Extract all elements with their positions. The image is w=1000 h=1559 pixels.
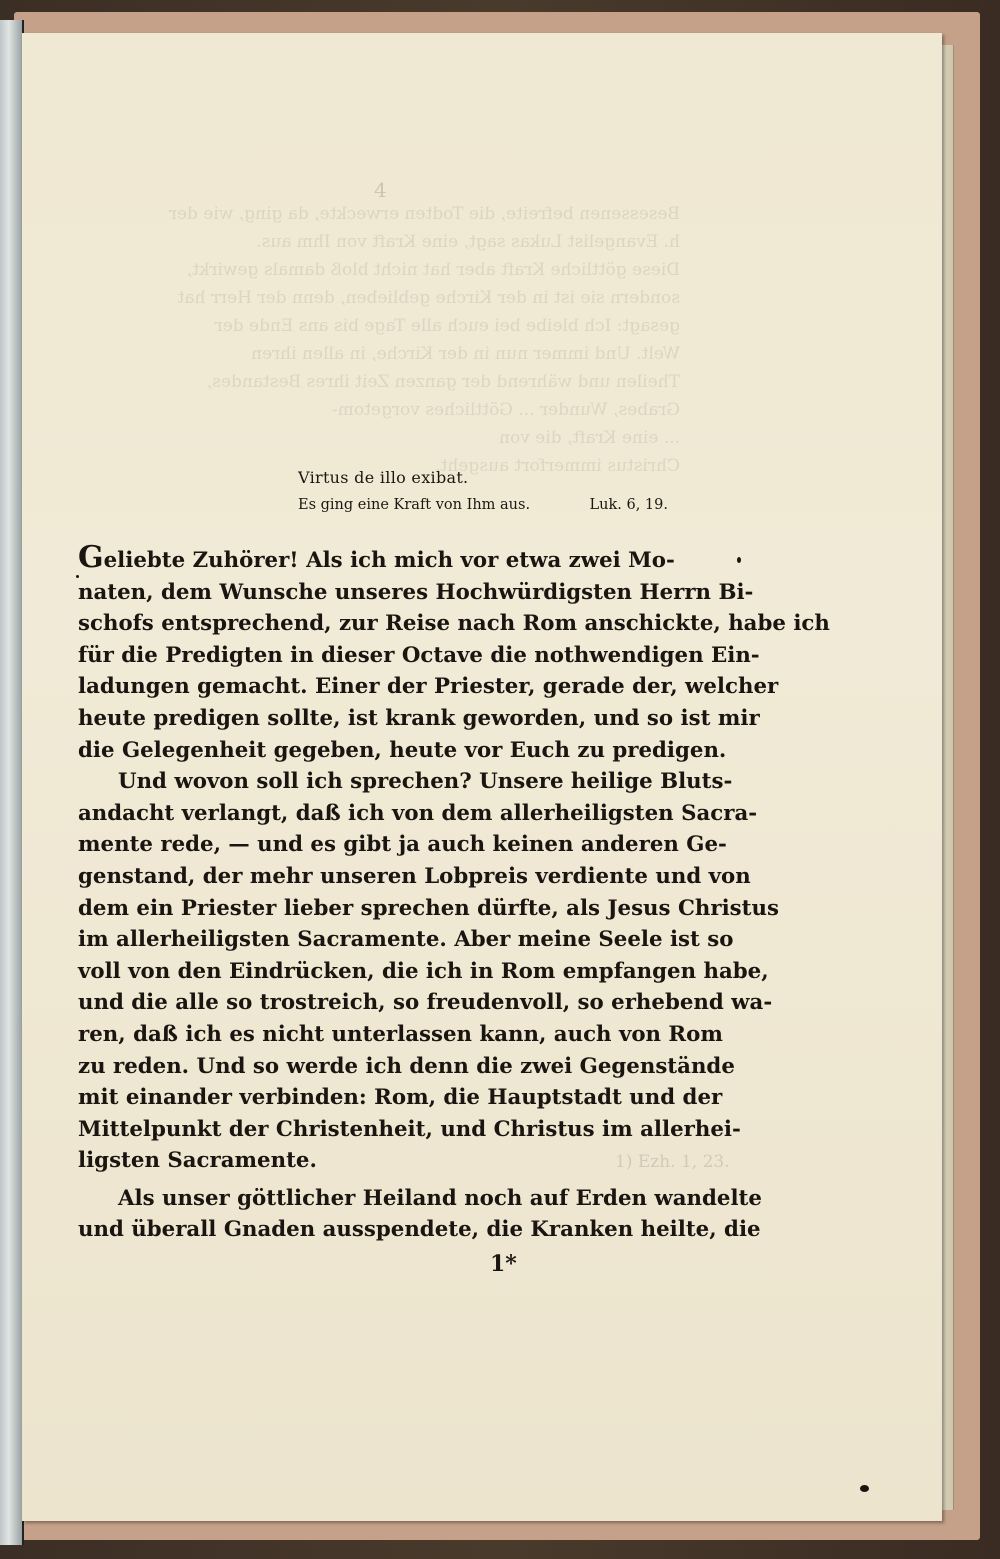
text-line: schofs entsprechend, zur Reise nach Rom anschickte, habe ich <box>78 611 830 637</box>
bleed-line: Besessenen befreite, die Todten erweckte, da ging, wie der <box>168 204 680 224</box>
text-line: dem ein Priester lieber sprechen dürfte, als Jesus Christus <box>78 895 779 921</box>
bleed-line: h. Evangelist Lukas sagt, eine Kraft von Ihm aus. <box>256 232 680 252</box>
text-line <box>78 540 675 577</box>
text-line: mit einander verbinden: Rom, die Hauptstadt und der <box>78 1085 723 1111</box>
text-line: andacht verlangt, daß ich von dem allerheiligsten Sacra- <box>78 800 758 826</box>
text-line: mente rede, — und es gibt ja auch keinen anderen Ge- <box>78 832 727 858</box>
bleed-line: gesagt: Ich bleibe bei euch alle Tage bis ans Ende der <box>214 316 680 336</box>
text-line-rest: eliebte Zuhörer! Als ich mich vor etwa zwei Mo- <box>103 548 675 573</box>
text-line: genstand, der mehr unseren Lobpreis verdiente und von <box>78 863 751 889</box>
binding-spine <box>0 20 24 1545</box>
text-line: voll von den Eindrücken, die ich in Rom empfangen habe, <box>78 958 769 984</box>
text-line: Als unser göttlicher Heiland noch auf Erden wandelte <box>118 1185 762 1211</box>
text-line: zu reden. Und so werde ich denn die zwei Gegenstände <box>78 1053 735 1079</box>
bleed-line: Theilen und während der ganzen Zeit ihres Bestandes, <box>206 372 680 392</box>
bleed-line: Diese göttliche Kraft aber hat nicht bloß damals gewirkt, <box>186 260 680 280</box>
ink-speck <box>860 1485 869 1492</box>
bleed-line: sondern sie ist in der Kirche geblieben, denn der Herr hat <box>177 288 680 308</box>
bleed-line: Welt. Und immer nun in der Kirche, in allen ihren <box>251 344 680 364</box>
bleed-through-page-number: 4 <box>374 178 387 202</box>
text-line: heute predigen sollte, ist krank geworden, und so ist mir <box>78 705 760 731</box>
bleed-line: ... eine Kraft, die von <box>499 428 680 448</box>
text-line: Mittelpunkt der Christenheit, und Christus im allerhei- <box>78 1116 741 1142</box>
text-line: ligsten Sacramente. <box>78 1148 317 1174</box>
text-line: die Gelegenheit gegeben, heute vor Euch zu predigen. <box>78 737 727 763</box>
epigraph <box>298 467 678 516</box>
epigraph-german-line <box>298 494 668 516</box>
drop-capital: G <box>78 540 104 575</box>
text-line: naten, dem Wunsche unseres Hochwürdigsten Herrn Bi- <box>78 579 754 605</box>
ink-speck <box>737 557 741 563</box>
epigraph-reference: Luk. 6, 19. <box>589 497 668 513</box>
epigraph-latin: Virtus de illo exibat. <box>298 468 469 487</box>
text-line: Und wovon soll ich sprechen? Unsere heilige Bluts- <box>118 769 733 795</box>
epigraph-german: Es ging eine Kraft von Ihm aus. <box>298 497 531 513</box>
signature-mark: 1* <box>490 1251 517 1277</box>
text-line: ladungen gemacht. Einer der Priester, gerade der, welcher <box>78 674 779 700</box>
text-line: für die Predigten in dieser Octave die nothwendigen Ein- <box>78 642 760 668</box>
bleed-through-footnote: 1) Ezh. 1, 23. <box>615 1152 730 1172</box>
text-line: und die alle so trostreich, so freudenvoll, so erhebend wa- <box>78 990 773 1016</box>
bleed-line: Christus immerfort ausgeht. <box>435 456 680 476</box>
text-line: ren, daß ich es nicht unterlassen kann, auch von Rom <box>78 1021 723 1047</box>
bleed-line: Grabes, Wunder ... Göttliches vorgetom- <box>332 400 680 420</box>
ink-speck <box>76 575 79 578</box>
text-line: und überall Gnaden ausspendete, die Kranken heilte, die <box>78 1217 761 1243</box>
text-line: im allerheiligsten Sacramente. Aber meine Seele ist so <box>78 927 734 953</box>
